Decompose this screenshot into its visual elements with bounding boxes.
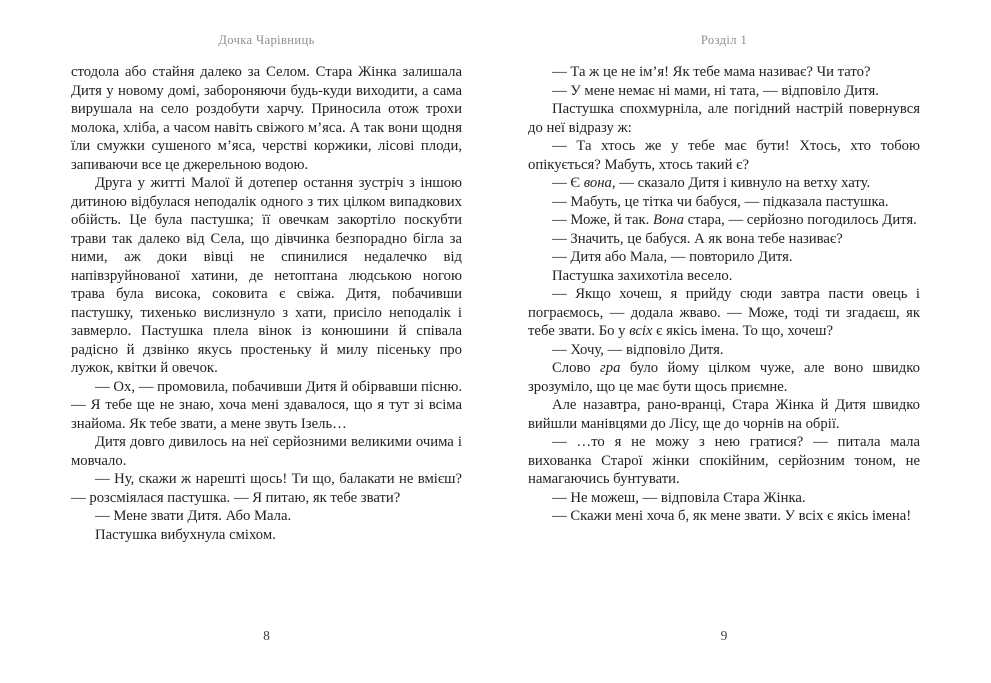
right-page: [528, 0, 920, 683]
paragraph: [528, 82, 920, 101]
paragraph: [528, 248, 920, 267]
text-run: — Та хтось же у тебе має бути! Хтось, хто тобою опікується? Мабуть, хтось такий є?: [528, 138, 920, 173]
text-run: Пастушка вибухнула сміхом.: [95, 526, 276, 543]
text-run: Дитя довго дивилось на неї серйозними великими очима і мовчало.: [71, 434, 462, 469]
left-page-text: [71, 63, 462, 544]
text-run: Пастушка захихотіла весело.: [552, 267, 733, 284]
paragraph: [528, 359, 920, 396]
text-run: — Мабуть, це тітка чи бабуся, — підказала пастушка.: [552, 193, 889, 210]
text-run: , — сказало Дитя і кивнуло на ветху хату.: [611, 175, 871, 191]
paragraph: [528, 63, 920, 82]
paragraph: [71, 174, 462, 378]
italic-text: всіх: [629, 323, 653, 339]
paragraph: [71, 470, 462, 507]
text-run: Але назавтра, рано-вранці, Стара Жінка й Дитя швидко вийшли манівцями до Лісу, ще до чорнів на обрії.: [528, 397, 920, 432]
paragraph: [71, 526, 462, 545]
text-run: є якісь імена. То що, хочеш?: [652, 323, 833, 339]
paragraph: [71, 433, 462, 470]
text-run: — У мене немає ні мами, ні тата, — відповіло Дитя.: [552, 82, 879, 99]
text-run: — Хочу, — відповіло Дитя.: [552, 341, 724, 358]
text-run: — Є: [552, 175, 584, 191]
paragraph: [528, 230, 920, 249]
text-run: стара, — серйозно погодилось Дитя.: [683, 212, 917, 228]
paragraph: [528, 267, 920, 286]
italic-text: гра: [600, 360, 621, 376]
paragraph: [528, 396, 920, 433]
paragraph: [528, 285, 920, 341]
italic-text: Вона: [652, 212, 684, 228]
paragraph: [528, 507, 920, 526]
text-run: — …то я не можу з нею гратися? — питала мала вихованка Старої жінки спокійним, серйозним тоном, не намагаючись бунтувати.: [528, 434, 920, 487]
paragraph: [528, 489, 920, 508]
paragraph: [528, 211, 920, 230]
paragraph: [71, 378, 462, 434]
text-run: — Може, й так.: [552, 212, 653, 228]
left-page: [71, 0, 462, 683]
text-run: — Значить, це бабуся. А як вона тебе називає?: [552, 230, 843, 247]
text-run: — Мене звати Дитя. Або Мала.: [95, 508, 292, 524]
text-run: Друга у житті Малої й дотепер остання зустріч з іншою дитиною відбулася неподалік одного з тих цілком випадкових обійсть. Це була пастушка; її овечкам закортіло поскубти трави так далеко від Села, що дівчинка безпорадно бігла за ними, аж доки вівці не спинилися недалечко від напівзруйнованої хатини, де нетоптана людською ногою трава була висока, соковита є свіжа. Дитя, побачивши пастушку, тихенько вислизнуло з хати, присіло неподалік і завмерло. Пастушка плела вінок із конюшини й співала радісно й дзвінко якусь простеньку й милу пісеньку про лужок, квітки й овечок.: [71, 175, 462, 376]
paragraph: [528, 193, 920, 212]
paragraph: [71, 63, 462, 174]
text-run: Пастушка спохмурніла, але погідний настрій повернувся до неї відразу ж:: [528, 101, 920, 136]
text-run: було йому цілком чуже, але воно швидко зрозуміло, що це має бути щось приємне.: [528, 360, 920, 395]
running-head-left: Дочка Чарівниць: [218, 33, 315, 47]
text-run: — Не можеш, — відповіла Стара Жінка.: [552, 489, 806, 506]
text-run: — Скажи мені хоча б, як мене звати. У всіх є якісь імена!: [552, 508, 912, 524]
text-run: — Якщо хочеш, я прийду сюди завтра пасти овець і пограємось, — додала жваво. — Може, тоді ти згадаєш, як тебе звати. Бо у: [528, 286, 920, 339]
text-run: — Ох, — промовила, побачивши Дитя й обірвавши пісню. — Я тебе ще не знаю, хоча мені здавалося, що я тут зі всіма знайома. Як тебе звати, а мене звуть Ізель…: [71, 378, 462, 432]
text-run: — Та ж це не ім’я! Як тебе мама називає? Чи тато?: [552, 64, 871, 80]
running-head-right: Розділ 1: [700, 33, 748, 47]
right-page-text: [528, 63, 920, 526]
paragraph: [528, 174, 920, 193]
paragraph: [528, 137, 920, 174]
text-run: — Ну, скажи ж нарешті щось! Ти що, балакати не вмієш? — розсміялася пастушка. — Я питаю, як тебе звати?: [71, 471, 462, 506]
text-run: Слово: [552, 360, 601, 376]
text-run: — Дитя або Мала, — повторило Дитя.: [552, 249, 793, 265]
text-run: стодола або стайня далеко за Селом. Стара Жінка залишала Дитя у новому домі, забороняючи будь-куди виходити, а сама вирушала на село роздобути харчу. Приносила отож трохи молока, хліба, а часом навіть свіжого м’яса. А так вони щодня їли смужки сушеного м’яса, черстві коржики, лісові плоди, запиваючи все це джерельною водою.: [71, 64, 462, 173]
italic-text: вона: [583, 175, 612, 191]
paragraph: [528, 341, 920, 360]
paragraph: [528, 433, 920, 489]
paragraph: [528, 100, 920, 137]
paragraph: [71, 507, 462, 526]
right-page-number: 9: [720, 628, 728, 643]
left-page-number: 8: [263, 628, 270, 643]
